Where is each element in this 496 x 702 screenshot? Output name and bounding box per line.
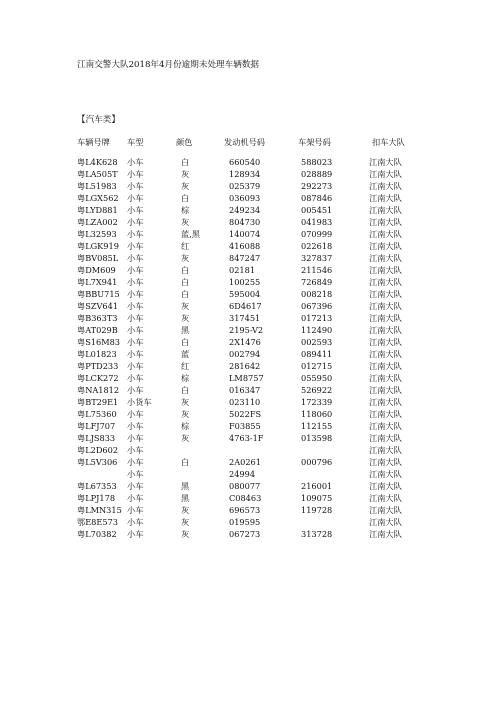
- cell-brigade: 江南大队: [369, 277, 402, 287]
- cell-brigade: 江南大队: [369, 301, 402, 311]
- cell-plate: 粤L7X941: [77, 277, 118, 287]
- cell-color: 白: [181, 193, 190, 203]
- cell-engine-number: 6D4617: [229, 301, 262, 311]
- vehicle-table: [0, 136, 496, 540]
- cell-frame-number: 067396: [301, 301, 333, 311]
- cell-brigade: 江南大队: [369, 241, 402, 251]
- cell-engine-number: 036093: [229, 193, 261, 203]
- cell-frame-number: 292273: [301, 181, 333, 191]
- header-engine-number: 发动机号码: [224, 137, 265, 147]
- cell-plate: 粤L70382: [77, 529, 117, 539]
- table-row: [0, 264, 496, 276]
- cell-color: 黑: [181, 493, 190, 503]
- table-row: [0, 336, 496, 348]
- cell-brigade: 江南大队: [369, 517, 402, 527]
- cell-color: 白: [181, 337, 190, 347]
- cell-color: 棕: [181, 421, 190, 431]
- cell-frame-number: 313728: [301, 529, 333, 539]
- cell-frame-number: 055950: [301, 373, 333, 383]
- cell-plate: 粤AT029B: [77, 325, 118, 335]
- cell-color: 蓝: [181, 349, 190, 359]
- cell-color: 灰: [181, 301, 190, 311]
- cell-vehicle-type: 小车: [127, 457, 144, 467]
- cell-vehicle-type: 小车: [127, 313, 144, 323]
- cell-frame-number: 119728: [301, 505, 333, 515]
- cell-plate: 粤LGX562: [77, 193, 119, 203]
- cell-brigade: 江南大队: [369, 169, 402, 179]
- table-row: [0, 228, 496, 240]
- cell-color: 灰: [181, 505, 190, 515]
- cell-brigade: 江南大队: [369, 349, 402, 359]
- cell-color: 灰: [181, 517, 190, 527]
- cell-brigade: 江南大队: [369, 361, 402, 371]
- cell-frame-number: 526922: [301, 385, 333, 395]
- cell-color: 黑: [181, 481, 190, 491]
- table-row: [0, 240, 496, 252]
- cell-brigade: 江南大队: [369, 457, 402, 467]
- cell-plate: 粤LA505T: [77, 169, 118, 179]
- cell-color: 灰: [181, 433, 190, 443]
- cell-color: 灰: [181, 397, 190, 407]
- table-row: [0, 216, 496, 228]
- cell-engine-number: 416088: [229, 241, 261, 251]
- cell-vehicle-type: 小车: [127, 433, 144, 443]
- table-row: [0, 468, 496, 480]
- table-row: [0, 396, 496, 408]
- cell-frame-number: 017213: [301, 313, 333, 323]
- cell-vehicle-type: 小车: [127, 277, 144, 287]
- cell-vehicle-type: 小车: [127, 229, 144, 239]
- cell-color: 灰: [181, 529, 190, 539]
- cell-color: 白: [181, 157, 190, 167]
- table-row: [0, 348, 496, 360]
- cell-vehicle-type: 小车: [127, 421, 144, 431]
- table-row: [0, 180, 496, 192]
- cell-frame-number: 726849: [301, 277, 333, 287]
- cell-engine-number: 016347: [229, 385, 261, 395]
- cell-color: 棕: [181, 205, 190, 215]
- cell-vehicle-type: 小车: [127, 301, 144, 311]
- cell-vehicle-type: 小车: [127, 445, 144, 455]
- cell-vehicle-type: 小车: [127, 469, 144, 479]
- cell-engine-number: 023110: [229, 397, 261, 407]
- cell-color: 灰: [181, 217, 190, 227]
- cell-engine-number: LM8757: [229, 373, 264, 383]
- cell-color: 白: [181, 289, 190, 299]
- table-row: [0, 156, 496, 168]
- header-plate: 车辆号牌: [77, 137, 110, 147]
- table-row: [0, 288, 496, 300]
- table-row: [0, 480, 496, 492]
- cell-brigade: 江南大队: [369, 229, 402, 239]
- cell-vehicle-type: 小车: [127, 373, 144, 383]
- table-row: [0, 444, 496, 456]
- cell-plate: 粤L01823: [77, 349, 117, 359]
- document-title: 江南交警大队2018年4月份逾期未处理车辆数据: [77, 60, 260, 70]
- cell-frame-number: 002593: [301, 337, 333, 347]
- cell-plate: 粤NA1812: [77, 385, 120, 395]
- cell-plate: 粤LZA002: [77, 217, 118, 227]
- table-row: [0, 192, 496, 204]
- cell-brigade: 江南大队: [369, 493, 402, 503]
- table-row: [0, 504, 496, 516]
- cell-plate: 粤LJS833: [77, 433, 116, 443]
- cell-brigade: 江南大队: [369, 265, 402, 275]
- cell-engine-number: 249234: [229, 205, 261, 215]
- cell-vehicle-type: 小车: [127, 361, 144, 371]
- table-header-row: [0, 136, 496, 156]
- cell-color: 黑: [181, 325, 190, 335]
- cell-brigade: 江南大队: [369, 529, 402, 539]
- cell-frame-number: 118060: [301, 409, 333, 419]
- cell-plate: 粤L51983: [77, 181, 117, 191]
- cell-plate: 粤L4K628: [77, 157, 118, 167]
- cell-vehicle-type: 小车: [127, 217, 144, 227]
- cell-vehicle-type: 小车: [127, 385, 144, 395]
- cell-vehicle-type: 小车: [127, 181, 144, 191]
- cell-plate: 鄂E8E573: [77, 517, 118, 527]
- cell-engine-number: 02181: [229, 265, 256, 275]
- cell-frame-number: 013598: [301, 433, 333, 443]
- cell-frame-number: 089411: [301, 349, 333, 359]
- cell-frame-number: 327837: [301, 253, 333, 263]
- cell-brigade: 江南大队: [369, 181, 402, 191]
- cell-frame-number: 008218: [301, 289, 333, 299]
- cell-plate: 粤LMN315: [77, 505, 122, 515]
- cell-vehicle-type: 小车: [127, 529, 144, 539]
- cell-brigade: 江南大队: [369, 205, 402, 215]
- cell-engine-number: 128934: [229, 169, 261, 179]
- cell-frame-number: 022618: [301, 241, 333, 251]
- cell-engine-number: 080077: [229, 481, 261, 491]
- cell-brigade: 江南大队: [369, 409, 402, 419]
- cell-brigade: 江南大队: [369, 193, 402, 203]
- cell-engine-number: 019595: [229, 517, 261, 527]
- header-vehicle-type: 车型: [127, 137, 144, 147]
- cell-plate: 粤L75360: [77, 409, 117, 419]
- cell-engine-number: 281642: [229, 361, 261, 371]
- cell-engine-number: 696573: [229, 505, 261, 515]
- cell-engine-number: 4763-1F: [229, 433, 264, 443]
- table-row: [0, 384, 496, 396]
- cell-brigade: 江南大队: [369, 253, 402, 263]
- cell-engine-number: 317451: [229, 313, 261, 323]
- cell-brigade: 江南大队: [369, 397, 402, 407]
- cell-brigade: 江南大队: [369, 385, 402, 395]
- cell-vehicle-type: 小车: [127, 289, 144, 299]
- cell-vehicle-type: 小车: [127, 349, 144, 359]
- cell-plate: 粤LFJ707: [77, 421, 116, 431]
- cell-brigade: 江南大队: [369, 157, 402, 167]
- cell-color: 灰: [181, 253, 190, 263]
- cell-plate: 粤BV085L: [77, 253, 119, 263]
- cell-plate: 粤LPJ178: [77, 493, 116, 503]
- cell-brigade: 江南大队: [369, 505, 402, 515]
- cell-engine-number: 002794: [229, 349, 261, 359]
- cell-frame-number: 070999: [301, 229, 333, 239]
- cell-frame-number: 216001: [301, 481, 333, 491]
- cell-color: 白: [181, 277, 190, 287]
- table-row: [0, 360, 496, 372]
- cell-vehicle-type: 小车: [127, 265, 144, 275]
- cell-engine-number: 2195-V2: [229, 325, 264, 335]
- header-brigade: 扣车大队: [372, 137, 405, 147]
- cell-engine-number: 847247: [229, 253, 261, 263]
- table-row: [0, 204, 496, 216]
- cell-engine-number: 24994: [229, 469, 256, 479]
- table-row: [0, 516, 496, 528]
- cell-frame-number: 000796: [301, 457, 333, 467]
- table-row: [0, 300, 496, 312]
- cell-vehicle-type: 小车: [127, 169, 144, 179]
- cell-plate: 粤BBU715: [77, 289, 120, 299]
- cell-vehicle-type: 小车: [127, 325, 144, 335]
- cell-frame-number: 112490: [301, 325, 333, 335]
- table-row: [0, 456, 496, 468]
- cell-frame-number: 028889: [301, 169, 333, 179]
- cell-plate: 粤LCK272: [77, 373, 119, 383]
- table-row: [0, 312, 496, 324]
- cell-color: 灰: [181, 313, 190, 323]
- cell-color: 灰: [181, 181, 190, 191]
- cell-engine-number: C08463: [229, 493, 262, 503]
- cell-color: 红: [181, 241, 190, 251]
- cell-vehicle-type: 小车: [127, 205, 144, 215]
- cell-color: 白: [181, 385, 190, 395]
- cell-engine-number: 804730: [229, 217, 261, 227]
- cell-frame-number: 087846: [301, 193, 333, 203]
- header-frame-number: 车架号码: [298, 137, 331, 147]
- cell-vehicle-type: 小货车: [127, 397, 152, 407]
- cell-vehicle-type: 小车: [127, 517, 144, 527]
- cell-color: 白: [181, 457, 190, 467]
- table-row: [0, 372, 496, 384]
- cell-vehicle-type: 小车: [127, 481, 144, 491]
- cell-plate: 粤L2D602: [77, 445, 119, 455]
- cell-plate: 粤LYD881: [77, 205, 118, 215]
- cell-brigade: 江南大队: [369, 469, 402, 479]
- cell-vehicle-type: 小车: [127, 253, 144, 263]
- table-row: [0, 492, 496, 504]
- cell-brigade: 江南大队: [369, 337, 402, 347]
- cell-engine-number: 100255: [229, 277, 261, 287]
- table-row: [0, 324, 496, 336]
- cell-plate: 粤LGK919: [77, 241, 119, 251]
- header-color: 颜色: [176, 137, 193, 147]
- cell-brigade: 江南大队: [369, 313, 402, 323]
- cell-color: 棕: [181, 373, 190, 383]
- table-row: [0, 528, 496, 540]
- cell-brigade: 江南大队: [369, 433, 402, 443]
- cell-vehicle-type: 小车: [127, 505, 144, 515]
- cell-brigade: 江南大队: [369, 325, 402, 335]
- cell-vehicle-type: 小车: [127, 493, 144, 503]
- cell-engine-number: 140074: [229, 229, 261, 239]
- table-row: [0, 420, 496, 432]
- cell-color: 灰: [181, 409, 190, 419]
- cell-plate: 粤L5V306: [77, 457, 118, 467]
- cell-engine-number: 025379: [229, 181, 261, 191]
- cell-frame-number: 112155: [301, 421, 333, 431]
- cell-color: 灰: [181, 169, 190, 179]
- cell-frame-number: 012715: [301, 361, 333, 371]
- cell-frame-number: 211546: [301, 265, 333, 275]
- cell-vehicle-type: 小车: [127, 241, 144, 251]
- cell-brigade: 江南大队: [369, 421, 402, 431]
- cell-frame-number: 109075: [301, 493, 333, 503]
- cell-frame-number: 172339: [301, 397, 333, 407]
- cell-engine-number: F03855: [229, 421, 261, 431]
- cell-vehicle-type: 小车: [127, 157, 144, 167]
- cell-frame-number: 005451: [301, 205, 333, 215]
- cell-color: 蓝,黑: [181, 229, 200, 239]
- section-heading: 【汽车类】: [77, 115, 120, 125]
- cell-brigade: 江南大队: [369, 445, 402, 455]
- cell-brigade: 江南大队: [369, 289, 402, 299]
- cell-brigade: 江南大队: [369, 373, 402, 383]
- table-row: [0, 408, 496, 420]
- table-row: [0, 168, 496, 180]
- cell-engine-number: 2X1476: [229, 337, 261, 347]
- table-row: [0, 252, 496, 264]
- table-row: [0, 432, 496, 444]
- cell-engine-number: 660540: [229, 157, 261, 167]
- cell-engine-number: 067273: [229, 529, 261, 539]
- cell-engine-number: 5022FS: [229, 409, 262, 419]
- cell-plate: 粤B363T3: [77, 313, 118, 323]
- cell-vehicle-type: 小车: [127, 193, 144, 203]
- cell-plate: 粤BT29E1: [77, 397, 119, 407]
- cell-vehicle-type: 小车: [127, 409, 144, 419]
- cell-frame-number: 041983: [301, 217, 333, 227]
- cell-plate: 粤L67353: [77, 481, 117, 491]
- cell-vehicle-type: 小车: [127, 337, 144, 347]
- cell-plate: 粤PTD233: [77, 361, 119, 371]
- cell-plate: 粤DM609: [77, 265, 116, 275]
- cell-brigade: 江南大队: [369, 481, 402, 491]
- cell-plate: 粤S16M83: [77, 337, 121, 347]
- cell-plate: 粤L32593: [77, 229, 117, 239]
- table-row: [0, 276, 496, 288]
- cell-frame-number: 588023: [301, 157, 333, 167]
- cell-engine-number: 2A0261: [229, 457, 261, 467]
- cell-color: 红: [181, 361, 190, 371]
- cell-plate: 粤SZV641: [77, 301, 119, 311]
- cell-color: 白: [181, 265, 190, 275]
- cell-engine-number: 595004: [229, 289, 261, 299]
- cell-brigade: 江南大队: [369, 217, 402, 227]
